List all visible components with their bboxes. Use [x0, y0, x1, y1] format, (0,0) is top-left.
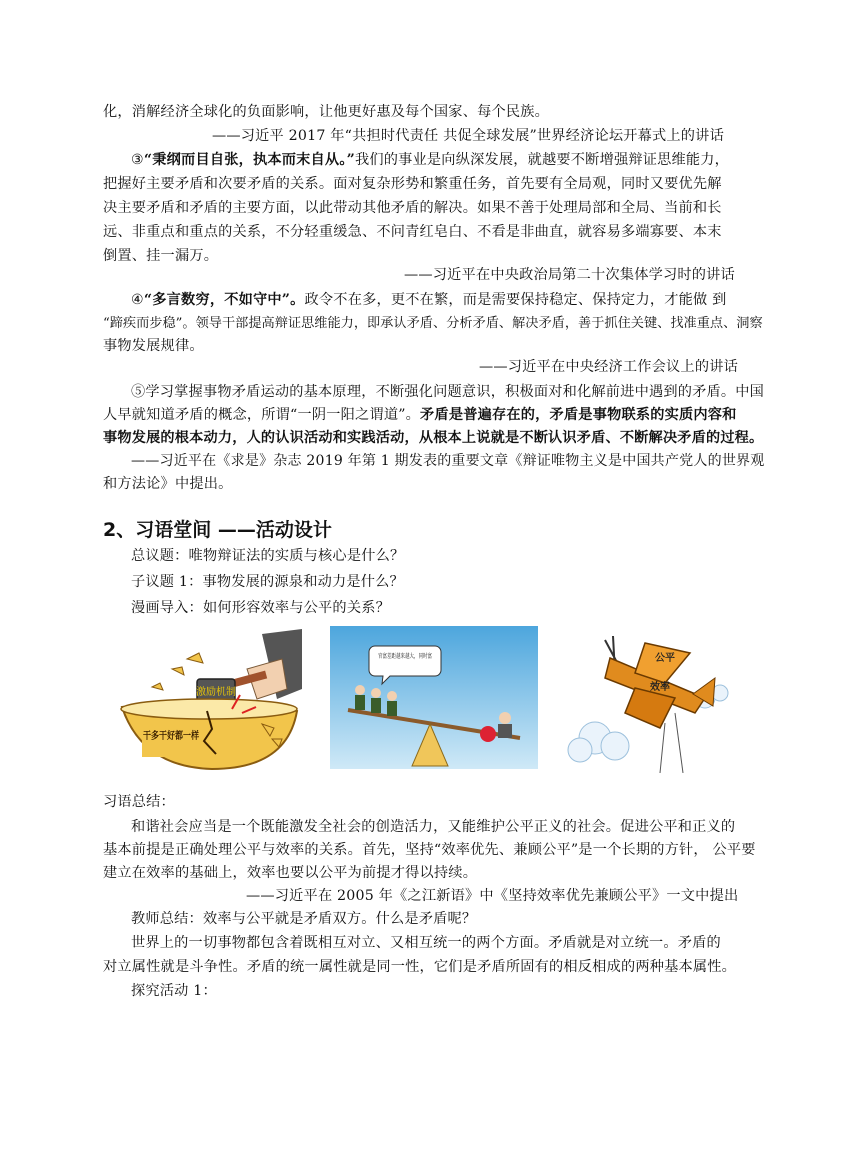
sub-topic-line: 子议题 1：事物发展的源泉和动力是什么？ [131, 574, 404, 590]
paragraph-line: “蹄疾而步稳”。领导干部提高辩证思维能力，即承认矛盾、分析矛盾、解决矛盾，善于抓住关键、找准重点、洞察 [103, 316, 763, 331]
quote-5-line-2 [103, 404, 737, 426]
quote-4-line-1 [131, 289, 726, 311]
quote-source: ——习近平在《求是》杂志 2019 年第 1 期发表的重要文章《辩证唯物主义是中国共产党人的世界观 [131, 453, 765, 469]
paragraph-line: 把握好主要矛盾和次要矛盾的关系。面对复杂形势和繁重任务，首先要有全局观，同时又要优先解 [103, 176, 722, 192]
paragraph-line: 基本前提是正确处理公平与效率的关系。首先，坚持“效率优先、兼顾公平”是一个长期的方针， 公平要 [103, 842, 756, 858]
paragraph-line: ⑤学习掌握事物矛盾运动的基本原理，不断强化问题意识，积极面对和化解前进中遇到的矛盾。中国 [131, 384, 765, 400]
paragraph-line: 化，消解经济全球化的负面影响，让他更好惠及每个国家、每个民族。 [103, 104, 550, 120]
teacher-summary: 教师总结：效率与公平就是矛盾双方。什么是矛盾呢？ [131, 911, 477, 927]
quote-4-title: “多言数穷，不如守中”。 [143, 292, 305, 308]
comic-intro-line: 漫画导入：如何形容效率与公平的关系？ [131, 600, 390, 616]
comic-seesaw-image [330, 626, 538, 769]
quote-5-emphasis: 矛盾是普遍存在的，矛盾是事物联系的实质内容和 [420, 407, 737, 423]
quote-4-text: 政令不在多，更不在繁，而是需要保持稳定、保持定力，才能做 到 [304, 292, 727, 308]
paragraph-line: 和谐社会应当是一个既能激发全社会的创造活力，又能维护公平正义的社会。促进公平和正义的 [131, 819, 736, 835]
quote-5-text: 人早就知道矛盾的概念，所谓“一阴一阳之谓道”。 [103, 407, 421, 423]
section-heading: 2、习语堂间 ——活动设计 [103, 519, 332, 541]
paragraph-line: 建立在效率的基础上，效率也要以公平为前提才得以持续。 [103, 865, 478, 881]
quote-3-line-1 [131, 149, 729, 171]
quote-3-title: “秉纲而目自张，执本而末自从。” [143, 152, 355, 168]
comic-plane-image [565, 628, 743, 773]
quote-source: ——习近平在 2005 年《之江新语》中《坚持效率优先兼顾公平》一文中提出 [246, 888, 739, 904]
quote-source: ——习近平在中央政治局第二十次集体学习时的讲话 [404, 267, 735, 283]
paragraph-line: 世界上的一切事物都包含着既相互对立、又相互统一的两个方面。矛盾就是对立统一。矛盾的 [131, 935, 721, 951]
quote-3-text: 我们的事业是向纵深发展，就越要不断增强辩证思维能力， [354, 152, 730, 168]
quote-number: ④ [131, 292, 144, 308]
wing-label: 公平 [655, 653, 675, 664]
summary-label: 习语总结： [103, 794, 175, 810]
paragraph-line: 事物发展规律。 [103, 338, 204, 354]
quote-number: ③ [131, 152, 144, 168]
quote-source: 和方法论》中提出。 [103, 476, 233, 492]
quote-source: ——习近平 2017 年“共担时代责任 共促全球发展”世界经济论坛开幕式上的讲话 [212, 128, 724, 144]
topic-line: 总议题：唯物辩证法的实质与核心是什么？ [131, 548, 405, 564]
fuselage-label: 效率 [650, 682, 670, 693]
explore-activity: 探究活动 1： [131, 983, 217, 999]
hammer-label: 激励机制 [196, 687, 236, 698]
quote-5-emphasis-line: 事物发展的根本动力，人的认识活动和实践活动，从根本上说就是不断认识矛盾、不断解决矛盾的过程。 [103, 430, 764, 446]
paragraph-line: 对立属性就是斗争性。矛盾的统一属性就是同一性，它们是矛盾所固有的相反相成的两种基本属性。 [103, 959, 737, 975]
quote-source: ——习近平在中央经济工作会议上的讲话 [479, 359, 738, 375]
paragraph-line: 决主要矛盾和矛盾的主要方面，以此带动其他矛盾的解决。如果不善于处理局部和全局、当前和长 [103, 200, 722, 216]
speech-bubble-text: 官富差距越来越大，同时富 [378, 653, 451, 660]
paragraph-line: 远、非重点和重点的关系，不分轻重缓急、不问青红皂白、不看是非曲直，就容易多端寡要、本末 [103, 224, 722, 240]
paragraph-line: 倒置、挂一漏万。 [103, 248, 219, 264]
bowl-label: 干多干好都一样 [143, 731, 213, 742]
comic-bowl-image [112, 629, 307, 779]
